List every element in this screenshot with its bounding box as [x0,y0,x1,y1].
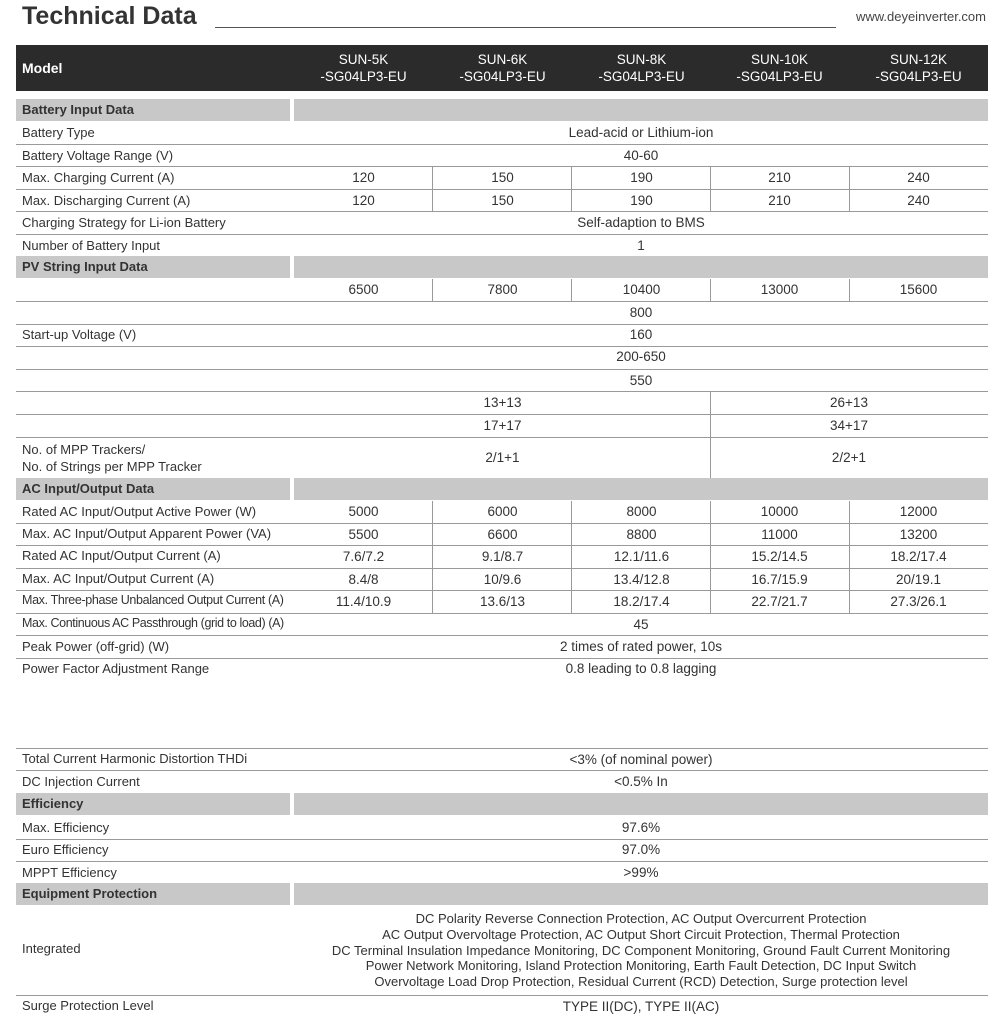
table-row [16,840,988,862]
cell-value: 8.4/8 [348,572,379,587]
table-row [16,438,988,478]
row-label: Peak Power (off-grid) (W) [22,639,170,654]
table-row [16,415,988,437]
row-label: Max. AC Input/Output Apparent Power (VA) [22,526,272,541]
table-row [16,591,988,613]
section-pv-string-input [16,256,988,278]
cell-value: 20/19.1 [895,572,942,587]
cell-value: 8000 [626,504,657,519]
cell-value: 11000 [761,527,798,542]
cell-value: 190 [630,170,653,185]
model-column-sun-8k: SUN-8K -SG04LP3-EU [598,52,685,84]
cell-value: 6000 [487,504,518,519]
row-value: 2 times of rated power, 10s [559,639,723,654]
table-row [16,347,988,369]
model-column-sun-10k: SUN-10K -SG04LP3-EU [736,52,823,84]
cell-value: 6600 [487,527,518,542]
cell-value: 8800 [626,527,657,542]
model-column-sun-6k: SUN-6K -SG04LP3-EU [459,52,546,84]
table-row [16,302,988,324]
protection-line: DC Polarity Reverse Connection Protection, AC Output Overcurrent Protection [415,911,867,926]
protection-line: Overvoltage Load Drop Protection, Residual Current (RCD) Detection, Surge protection level [374,974,908,990]
row-label: Surge Protection Level [22,998,154,1013]
website-url[interactable]: www.deyeinverter.com [855,9,986,24]
row-label: MPPT Efficiency [22,865,117,880]
row-value: <3% (of nominal power) [569,752,713,767]
cell-value: 34+17 [830,418,868,433]
table-row [16,167,988,189]
cell-value: 12.1/11.6 [613,549,670,564]
cell-value: 240 [907,193,930,208]
cell-value: 120 [352,193,375,208]
title-rule [215,27,836,28]
table-row [16,370,988,392]
row-label: Rated AC Input/Output Current (A) [22,548,221,563]
cell-value: 2/1+1 [485,450,520,465]
cell-value: 22.7/21.7 [751,594,808,609]
cell-value: 6500 [348,282,379,297]
table-row [16,569,988,591]
row-value: 40-60 [623,148,659,163]
section-battery-input [16,99,988,121]
cell-value: 13000 [760,282,799,297]
row-value: <0.5% In [614,774,668,789]
row-value: 800 [629,305,653,320]
cell-value: 10/9.6 [483,572,522,587]
table-row [16,996,988,1018]
row-value: 160 [629,327,653,342]
cell-value: 150 [491,170,514,185]
table-row [16,771,988,793]
integrated-protection-list [294,911,988,990]
row-value: Lead-acid or Lithium-ion [568,125,714,140]
cell-value: 27.3/26.1 [890,594,947,609]
row-label: Charging Strategy for Li-ion Battery [22,215,226,230]
table-row [16,614,988,636]
cell-value: 13.6/13 [479,594,526,609]
row-label: Max. Charging Current (A) [22,170,175,185]
page-title: Technical Data [22,2,197,30]
section-equipment-protection [16,883,988,905]
cell-value: 13+13 [483,395,522,410]
table-row [16,235,988,257]
row-label: Start-up Voltage (V) [22,327,137,342]
row-value: 1 [637,238,645,253]
cell-value: 210 [768,193,791,208]
row-value: 200-650 [616,349,666,364]
cell-value: 12000 [899,504,938,519]
cell-value: 11.4/10.9 [335,594,392,609]
row-label: Rated AC Input/Output Active Power (W) [22,504,257,519]
table-row [16,636,988,658]
table-row [16,122,988,144]
row-label: Max. Continuous AC Passthrough (grid to load) (A) [22,616,284,630]
row-value: 97.6% [621,820,661,835]
cell-value: 190 [630,193,653,208]
row-value: 0.8 leading to 0.8 lagging [565,661,717,676]
table-row [16,325,988,347]
section-title: Equipment Protection [22,886,158,901]
protection-line: AC Output Overvoltage Protection, AC Output Short Circuit Protection, Thermal Protection [382,926,900,942]
row-label: Max. Efficiency [22,820,110,835]
row-label: Max. Discharging Current (A) [22,193,191,208]
model-column-sun-5k: SUN-5K -SG04LP3-EU [320,52,407,84]
cell-value: 15.2/14.5 [751,549,808,564]
row-label: Battery Voltage Range (V) [22,148,174,163]
row-label: No. of MPP Trackers/ No. of Strings per MPP Tracker [22,442,202,474]
table-header [16,45,988,91]
cell-value: 7.6/7.2 [342,549,385,564]
cell-value: 240 [907,170,930,185]
cell-value: 18.2/17.4 [613,594,670,609]
table-row [16,279,988,301]
row-label: Number of Battery Input [22,238,161,253]
row-value: 550 [629,373,653,388]
section-title: AC Input/Output Data [22,481,155,496]
table-row [16,190,988,212]
table-row [16,501,988,523]
cell-value: 16.7/15.9 [751,572,808,587]
table-row [16,749,988,771]
cell-value: 13.4/12.8 [613,572,670,587]
table-row [16,817,988,839]
row-value: >99% [623,865,659,880]
cell-value: 10000 [760,504,799,519]
cell-value: 13200 [899,527,938,542]
section-ac-input-output [16,478,988,500]
cell-value: 26+13 [830,395,868,410]
row-label: Max. AC Input/Output Current (A) [22,571,215,586]
cell-value: 18.2/17.4 [890,549,947,564]
row-label: DC Injection Current [22,774,140,789]
row-value: 45 [633,617,649,632]
model-header-label: Model [22,60,63,76]
cell-value: 150 [491,193,514,208]
protection-line: Power Network Monitoring, Island Protection Monitoring, Earth Fault Detection, DC Input Switch [365,958,917,974]
table-row [16,145,988,167]
row-label: Integrated [22,941,81,956]
row-label: Max. Three-phase Unbalanced Output Current (A) [22,593,284,607]
row-label: Euro Efficiency [22,842,109,857]
section-title: PV String Input Data [22,259,148,274]
cell-value: 5000 [348,504,379,519]
section-title: Battery Input Data [22,102,134,117]
table-row [16,862,988,884]
section-title: Efficiency [22,796,84,811]
table-row [16,546,988,568]
row-label: Total Current Harmonic Distortion THDi [22,751,248,766]
protection-line: DC Terminal Insulation Impedance Monitoring, DC Component Monitoring, Ground Fault Current Monitoring [331,942,951,958]
cell-value: 5500 [348,527,379,542]
model-column-sun-12k: SUN-12K -SG04LP3-EU [875,52,962,84]
cell-value: 120 [352,170,375,185]
row-value: Self-adaption to BMS [577,215,705,230]
table-row [16,212,988,234]
section-efficiency [16,793,988,815]
cell-value: 17+17 [483,418,522,433]
table-row [16,524,988,546]
table-row [16,392,988,414]
cell-value: 10400 [622,282,661,297]
row-value: TYPE II(DC), TYPE II(AC) [562,999,720,1014]
cell-value: 7800 [487,282,518,297]
row-value: 97.0% [621,842,661,857]
table-row [16,659,988,681]
cell-value: 9.1/8.7 [481,549,524,564]
row-label: Battery Type [22,125,95,140]
cell-value: 15600 [899,282,938,297]
row-label: Power Factor Adjustment Range [22,661,210,676]
cell-value: 210 [768,170,791,185]
cell-value: 2/2+1 [831,450,867,465]
